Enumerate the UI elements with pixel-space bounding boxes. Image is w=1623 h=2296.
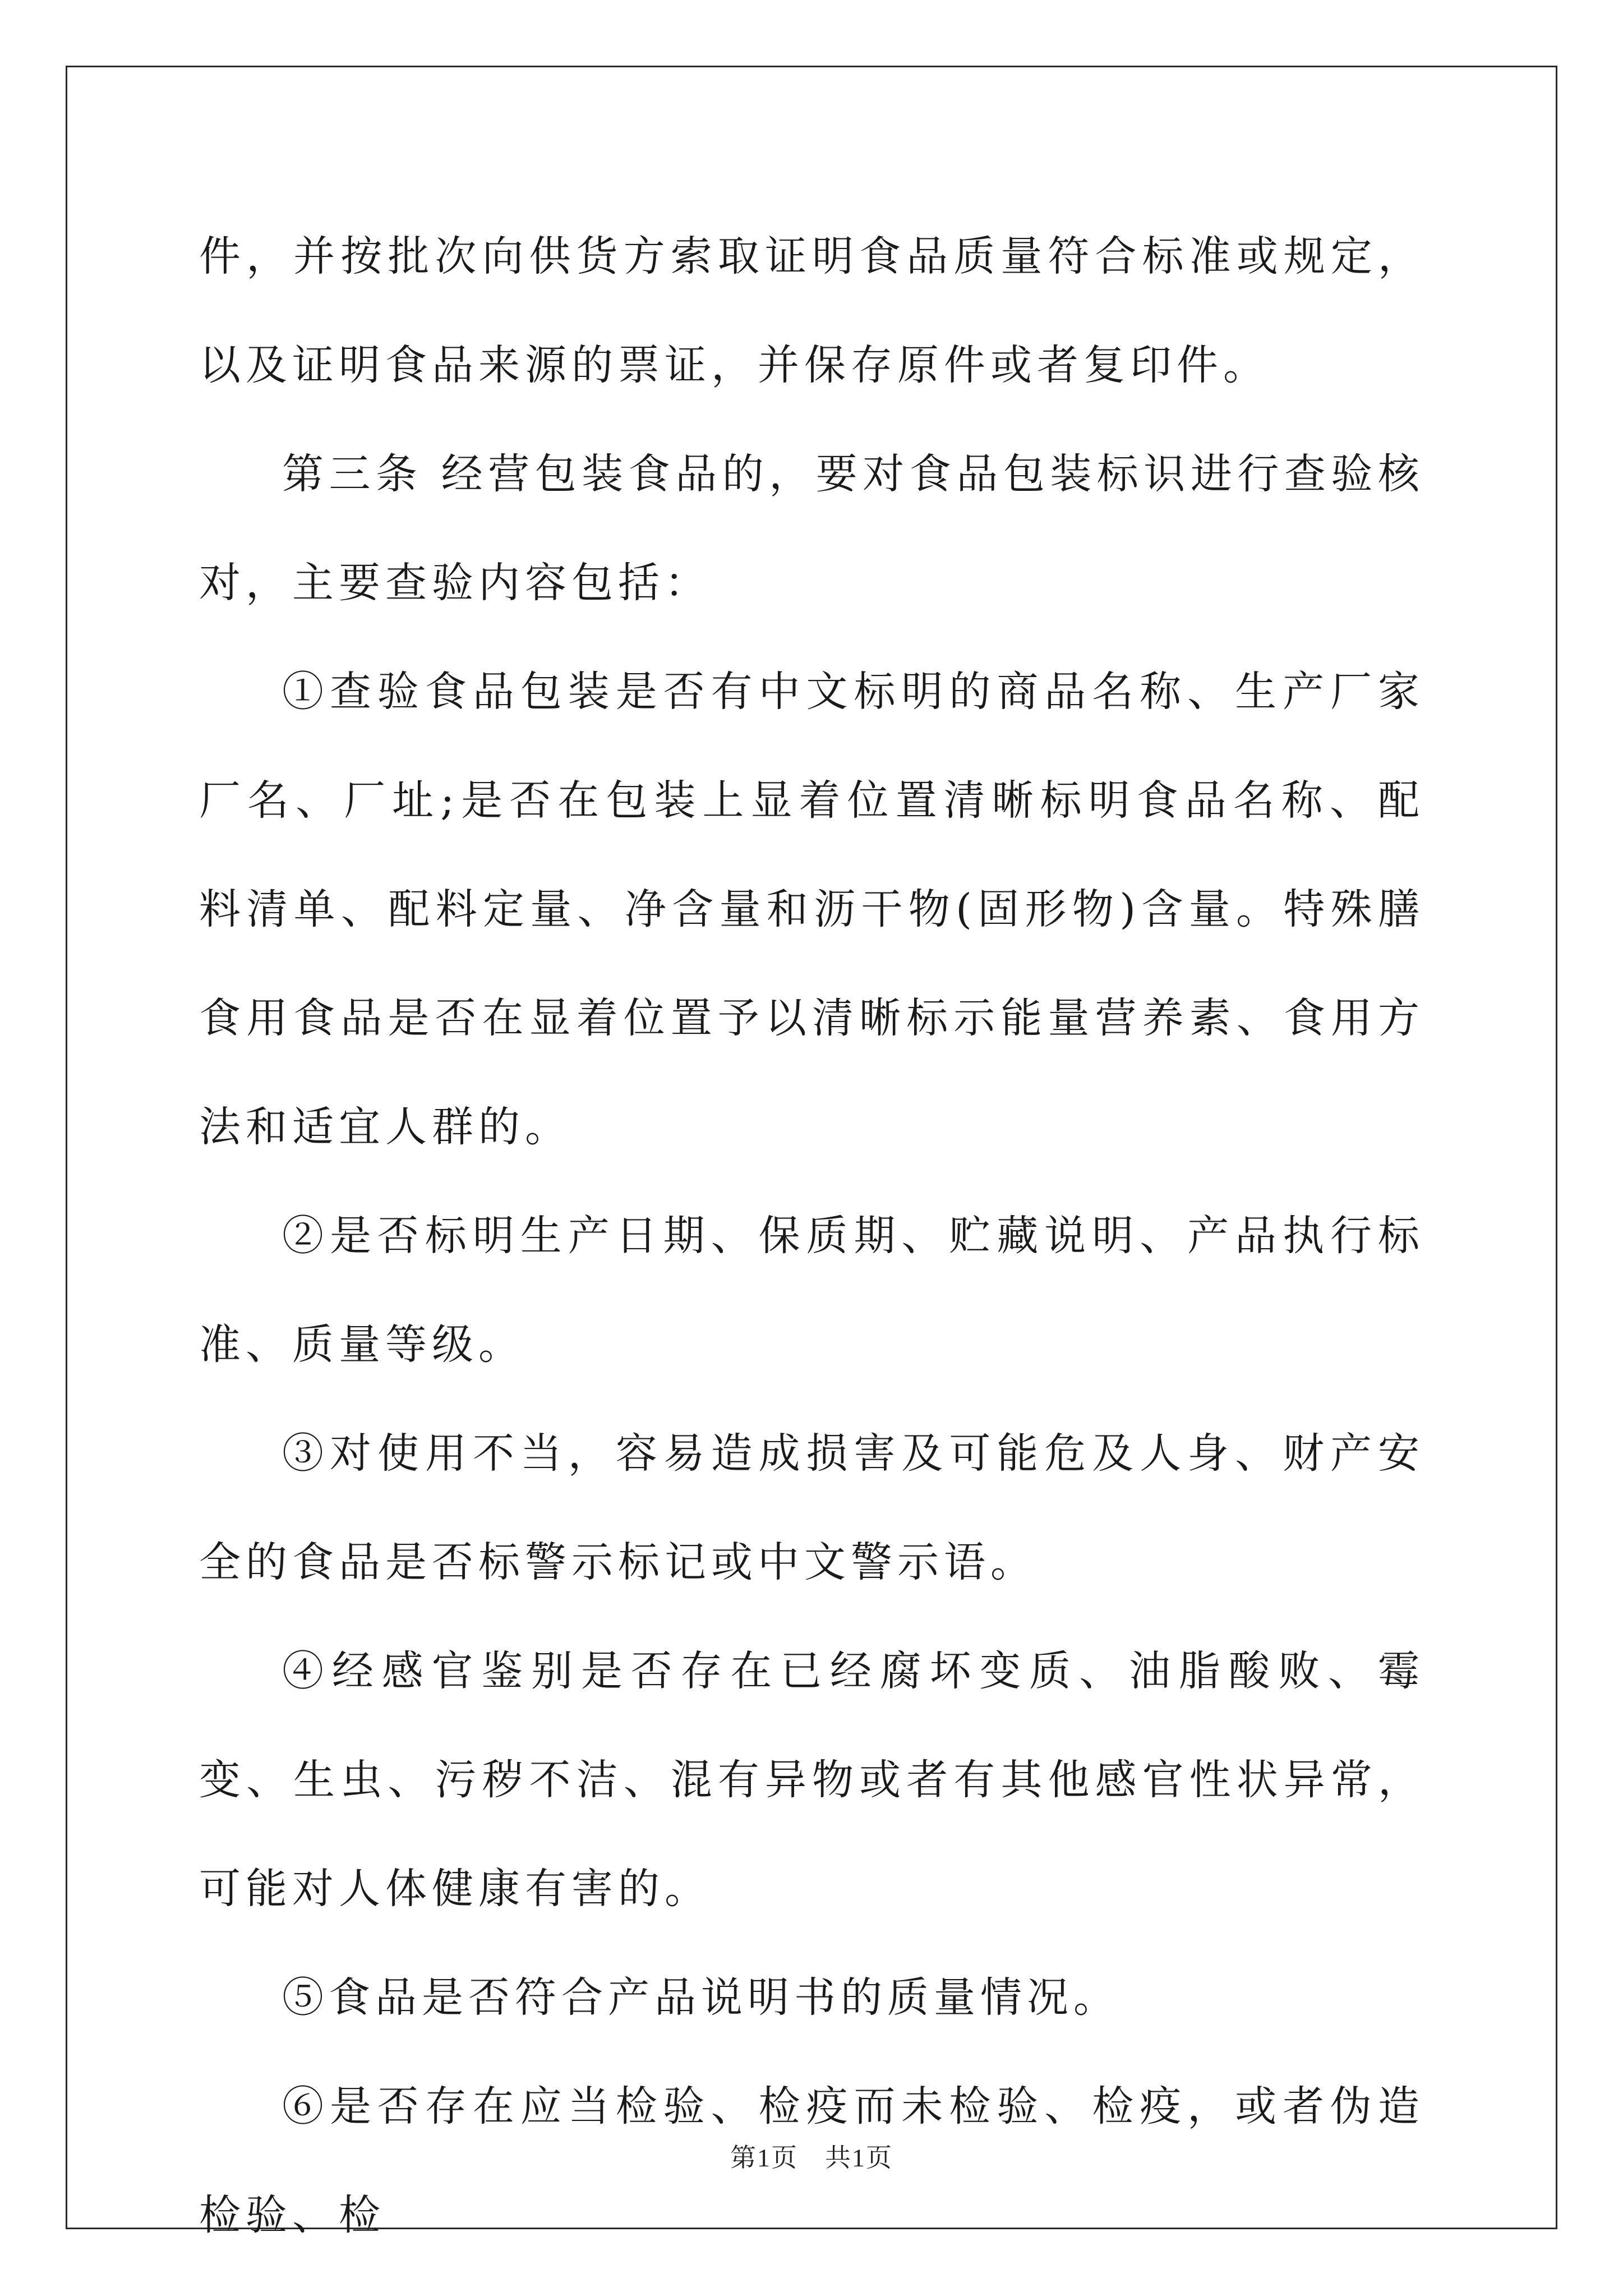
paragraph-item-2: ②是否标明生产日期、保质期、贮藏说明、产品执行标准、质量等级。 <box>199 1212 1424 1369</box>
paragraph-item-3: ③对使用不当，容易造成损害及可能危及人身、财产安全的食品是否标警示标记或中文警示语。 <box>199 1429 1424 1586</box>
paragraph-item-6: ⑥是否存在应当检验、检疫而未检验、检疫，或者伪造检验、检 <box>199 2082 1424 2239</box>
paragraph-item-5: ⑤食品是否符合产品说明书的质量情况。 <box>282 1973 1120 2022</box>
page-number: 第1页 共1页 <box>730 2143 893 2172</box>
paragraph-item-4: ④经感官鉴别是否存在已经腐坏变质、油脂酸败、霉变、生虫、污秽不洁、混有异物或者有其他感官性状异常，可能对人体健康有害的。 <box>199 1647 1424 1913</box>
paragraph-item-1: ①查验食品包装是否有中文标明的商品名称、生产厂家厂名、厂址;是否在包装上显着位置清晰标明食品名称、配料清单、配料定量、净含量和沥干物(固形物)含量。特殊膳食用食品是否在显着位置予以清晰标示能量营养素、食用方法和适宜人群的。 <box>199 668 1424 1151</box>
paragraph-continuation: 件，并按批次向供货方索取证明食品质量符合标准或规定，以及证明食品来源的票证，并保存原件或者复印件。 <box>199 232 1424 389</box>
paragraph-article-3: 第三条 经营包装食品的，要对食品包装标识进行查验核对，主要查验内容包括： <box>199 450 1424 607</box>
document-body <box>199 202 1424 2270</box>
